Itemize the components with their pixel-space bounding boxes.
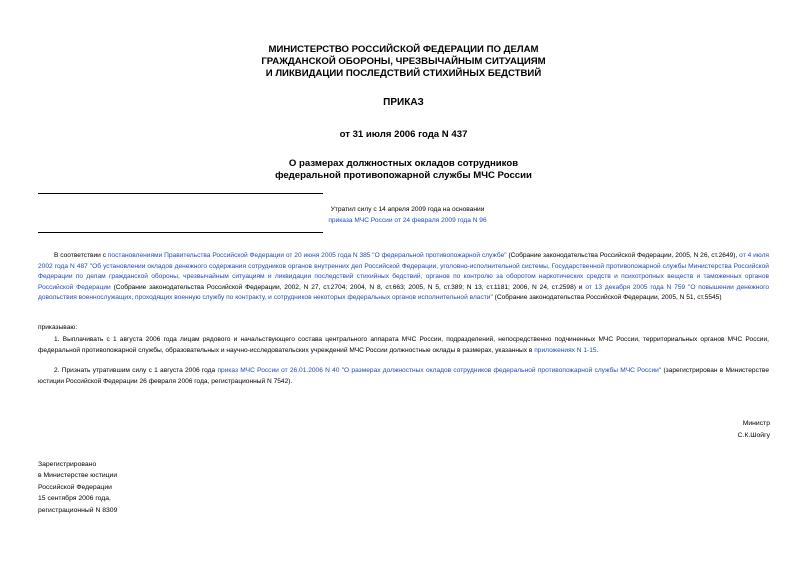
order-item-2 — [38, 366, 769, 387]
order-subject — [0, 158, 807, 182]
registration-line-4: 15 сентября 2006 года, — [38, 495, 111, 503]
appendices-link[interactable]: приложениях N 1-15 — [534, 346, 597, 354]
status-note — [300, 204, 515, 226]
order-date: от 31 июля 2006 года N 437 — [339, 129, 468, 140]
ministry-line-2: ГРАЖДАНСКОЙ ОБОРОНЫ, ЧРЕЗВЫЧАЙНЫМ СИТУАЦИЯМ — [261, 56, 546, 67]
registration-line-3: Российской Федерации — [38, 483, 112, 491]
decree-385-link[interactable]: постановлениями Правительства Российской Федерации от 20 июня 2005 года N 385 "О федеральной противопожарной службе" — [107, 252, 507, 259]
ministry-line-1: МИНИСТЕРСТВО РОССИЙСКОЙ ФЕДЕРАЦИИ ПО ДЕЛАМ — [268, 44, 539, 55]
repeal-order-link[interactable]: приказа МЧС России от 24 февраля 2009 года N 96 — [328, 217, 487, 224]
subject-line-2: федеральной противопожарной службы МЧС России — [275, 170, 532, 181]
decree-487-link[interactable]: от 4 июля 2002 года N 487 "Об установлении окладов денежного содержания сотрудников органов внутренних дел Российской Федерации, уголовно-исполнительной системы, Государственной противопожарной службы Министерства Российской Федерации по делам гражданской обороны, чрезвычайным ситуациям и ликвидации последствий стихийных бедствий, органов по контролю за оборотом наркотических средств и психотропных веществ и таможенных органов Российской Федерации — [38, 252, 769, 291]
item-2-end: (зарегистрирован в Министерстве юстиции Российской Федерации 26 февраля 2006 года, регистрационный N 7542). — [38, 367, 769, 385]
registration-line-5: регистрационный N 8309 — [38, 506, 118, 514]
signature-role: Министр — [742, 420, 770, 427]
item-1-end: . — [596, 346, 599, 354]
registration-line-2: в Министерстве юстиции — [38, 472, 118, 480]
ministry-line-3: И ЛИКВИДАЦИИ ПОСЛЕДСТВИЙ СТИХИЙНЫХ БЕДСТВИЙ — [265, 68, 542, 79]
item-2-text: 2. Признать утратившим силу с 1 августа 2006 года — [54, 367, 218, 374]
signature-name: С.К.Шойгу — [737, 432, 770, 439]
divider-bottom — [38, 232, 323, 233]
registration-block — [38, 459, 117, 516]
preamble-paragraph — [38, 251, 769, 304]
item-1-text: 1. Выплачивать с 1 августа 2006 года лицам рядового и начальствующего состава центрального аппарата МЧС России, подразделений, непосредственно подчиненных МЧС России, территориальных органов МЧС России, федеральной противопожарной службы, образовательных и научно-исследовательских учреждений МЧС России должностные оклады в размерах, указанных в — [38, 336, 769, 354]
ministry-name — [0, 44, 807, 80]
preamble-text-2: (Собрание законодательства Российской Федерации, 2005, N 26, ст.2649), — [506, 252, 740, 259]
preamble-text-4: (Собрание законодательства Российской Федерации, 2005, N 51, ст.5545) — [492, 294, 722, 301]
registration-line-1: Зарегистрировано — [38, 461, 97, 468]
preamble-text-1: В соответствии с — [54, 252, 108, 259]
order-40-link[interactable]: приказ МЧС России от 26.01.2006 N 40 "О размерах должностных окладов сотрудников федеральной противопожарной службы МЧС России" — [217, 367, 662, 374]
decree-759-link[interactable]: от 13 декабря 2005 года N 759 "О повышении денежного довольствия военнослужащих, проходящих военную службу по контракту, и сотрудников некоторых федеральных органов исполнительной власти" — [38, 283, 769, 301]
subject-line-1: О размерах должностных окладов сотрудников — [288, 158, 519, 169]
order-title: ПРИКАЗ — [383, 97, 424, 108]
order-item-1 — [38, 335, 769, 356]
status-note-text: Утратил силу с 14 апреля 2009 года на основании — [330, 206, 485, 213]
divider-top — [38, 193, 323, 194]
preamble-text-3: (Собрание законодательства Российской Федерации, 2002, N 27, ст.2704; 2004, N 8, ст.663; 2005, N 5, ст.389; N 13, ст.1181; 2006, N 24, ст.2598) и — [110, 283, 586, 291]
orders-word: приказываю: — [38, 324, 78, 331]
signature-block — [738, 418, 770, 442]
